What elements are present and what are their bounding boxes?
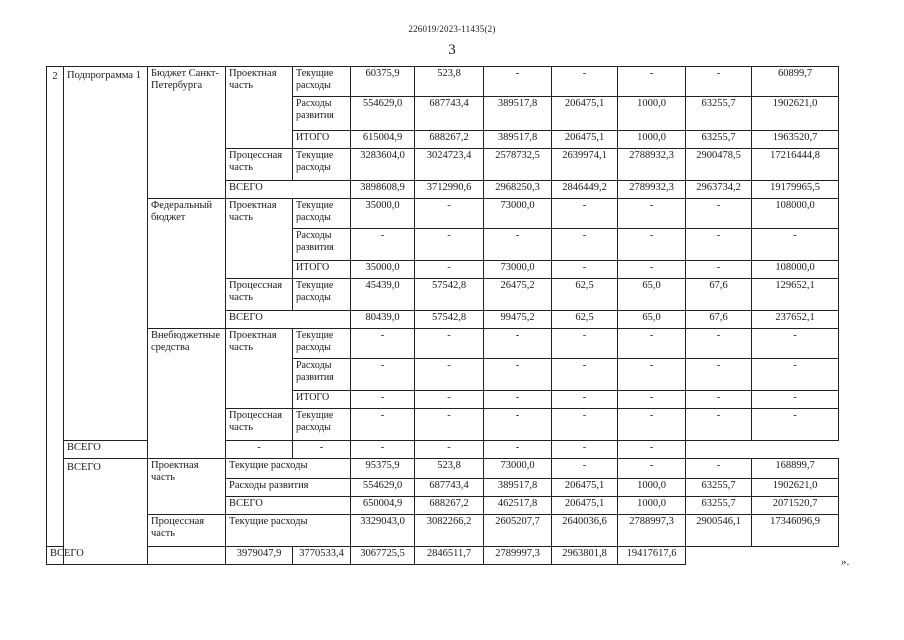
value-cell: 2071520,7: [752, 497, 839, 515]
value-cell: 2578732,5: [484, 149, 552, 181]
value-cell: -: [686, 329, 752, 359]
vsego-label: ВСЕГО: [47, 547, 226, 565]
value-cell: 2900478,5: [686, 149, 752, 181]
value-cell: -: [618, 359, 686, 391]
value-cell: -: [484, 391, 552, 409]
value-cell: -: [415, 229, 484, 261]
value-cell: 3898608,9: [351, 181, 415, 199]
total-label: ВСЕГО: [64, 459, 148, 565]
value-cell: 57542,8: [415, 311, 484, 329]
value-cell: 73000,0: [484, 459, 552, 479]
value-cell: 60375,9: [351, 67, 415, 97]
value-cell: 2639974,1: [552, 149, 618, 181]
vsego-label: ВСЕГО: [226, 311, 351, 329]
value-cell: 554629,0: [351, 479, 415, 497]
value-cell: 67,6: [686, 279, 752, 311]
value-cell: -: [351, 359, 415, 391]
value-cell: 523,8: [415, 459, 484, 479]
value-cell: -: [415, 261, 484, 279]
value-cell: -: [618, 441, 686, 459]
value-cell: -: [351, 391, 415, 409]
value-cell: 63255,7: [686, 131, 752, 149]
value-cell: 63255,7: [686, 497, 752, 515]
value-cell: 2963734,2: [686, 181, 752, 199]
table-row: [47, 199, 839, 229]
part-label: Проектная часть: [226, 329, 293, 409]
value-cell: -: [618, 261, 686, 279]
value-cell: -: [415, 391, 484, 409]
value-cell: -: [226, 441, 293, 459]
value-cell: -: [484, 409, 552, 441]
value-cell: 2789997,3: [484, 547, 552, 565]
value-cell: -: [686, 67, 752, 97]
value-cell: 3067725,5: [351, 547, 415, 565]
value-cell: -: [552, 359, 618, 391]
budget-source: Бюджет Санкт-Петербурга: [148, 67, 226, 199]
value-cell: -: [351, 441, 415, 459]
value-cell: 3712990,6: [415, 181, 484, 199]
value-cell: 3024723,4: [415, 149, 484, 181]
value-cell: 1902621,0: [752, 97, 839, 131]
table-row: [47, 441, 839, 459]
expense-type: ВСЕГО: [226, 497, 351, 515]
value-cell: -: [351, 229, 415, 261]
vsego-label: ВСЕГО: [64, 441, 226, 459]
value-cell: -: [415, 329, 484, 359]
value-cell: 62,5: [552, 279, 618, 311]
value-cell: 688267,2: [415, 131, 484, 149]
value-cell: 389517,8: [484, 97, 552, 131]
value-cell: 26475,2: [484, 279, 552, 311]
value-cell: 206475,1: [552, 131, 618, 149]
part-label: Процессная часть: [226, 409, 293, 441]
value-cell: 650004,9: [351, 497, 415, 515]
value-cell: 3082266,2: [415, 515, 484, 547]
value-cell: 1902621,0: [752, 479, 839, 497]
row-number: 2: [47, 67, 64, 547]
value-cell: 615004,9: [351, 131, 415, 149]
value-cell: 19417617,6: [618, 547, 686, 565]
value-cell: 67,6: [686, 311, 752, 329]
value-cell: 35000,0: [351, 261, 415, 279]
value-cell: 687743,4: [415, 97, 484, 131]
value-cell: -: [351, 329, 415, 359]
expense-type: Текущие расходы: [293, 199, 351, 229]
value-cell: 2968250,3: [484, 181, 552, 199]
part-label: Процессная часть: [226, 149, 293, 181]
value-cell: -: [552, 409, 618, 441]
table-row: [47, 329, 839, 359]
value-cell: 65,0: [618, 279, 686, 311]
value-cell: 63255,7: [686, 97, 752, 131]
expense-type: Текущие расходы: [293, 409, 351, 441]
value-cell: 206475,1: [552, 497, 618, 515]
expense-type: Расходы развития: [226, 479, 351, 497]
value-cell: 2788932,3: [618, 149, 686, 181]
part-label: Проектная часть: [226, 199, 293, 279]
value-cell: 73000,0: [484, 261, 552, 279]
value-cell: -: [415, 441, 484, 459]
value-cell: 2605207,7: [484, 515, 552, 547]
value-cell: 1000,0: [618, 131, 686, 149]
value-cell: 108000,0: [752, 199, 839, 229]
value-cell: 554629,0: [351, 97, 415, 131]
expense-type: Текущие расходы: [293, 149, 351, 181]
value-cell: -: [552, 67, 618, 97]
expense-type: Текущие расходы: [293, 279, 351, 311]
table-row: [47, 459, 839, 479]
value-cell: 1000,0: [618, 479, 686, 497]
value-cell: -: [752, 409, 839, 441]
value-cell: -: [552, 199, 618, 229]
value-cell: 2846449,2: [552, 181, 618, 199]
expense-type: Текущие расходы: [226, 459, 351, 479]
value-cell: -: [552, 441, 618, 459]
expense-type: ИТОГО: [293, 391, 351, 409]
value-cell: -: [484, 359, 552, 391]
value-cell: 3283604,0: [351, 149, 415, 181]
part-label: Проектная часть: [148, 459, 226, 515]
value-cell: -: [752, 391, 839, 409]
value-cell: 2846511,7: [415, 547, 484, 565]
expense-type: Текущие расходы: [293, 329, 351, 359]
expense-type: Текущие расходы: [226, 515, 351, 547]
value-cell: -: [686, 391, 752, 409]
part-label: Процессная часть: [148, 515, 226, 547]
value-cell: -: [618, 391, 686, 409]
value-cell: -: [484, 441, 552, 459]
value-cell: -: [484, 329, 552, 359]
value-cell: -: [618, 329, 686, 359]
value-cell: -: [752, 229, 839, 261]
value-cell: 2640036,6: [552, 515, 618, 547]
value-cell: -: [552, 229, 618, 261]
document-id: 226019/2023-11435(2): [408, 24, 496, 34]
value-cell: -: [752, 359, 839, 391]
value-cell: 73000,0: [484, 199, 552, 229]
expense-type: Текущие расходы: [293, 67, 351, 97]
value-cell: -: [686, 459, 752, 479]
value-cell: 17216444,8: [752, 149, 839, 181]
value-cell: 389517,8: [484, 131, 552, 149]
value-cell: 462517,8: [484, 497, 552, 515]
value-cell: 99475,2: [484, 311, 552, 329]
value-cell: -: [484, 67, 552, 97]
value-cell: -: [618, 409, 686, 441]
value-cell: 1000,0: [618, 97, 686, 131]
value-cell: 19179965,5: [752, 181, 839, 199]
value-cell: 687743,4: [415, 479, 484, 497]
value-cell: 2900546,1: [686, 515, 752, 547]
value-cell: 2789932,3: [618, 181, 686, 199]
value-cell: -: [686, 199, 752, 229]
value-cell: -: [484, 229, 552, 261]
value-cell: 129652,1: [752, 279, 839, 311]
page-number: 3: [448, 42, 456, 58]
program-name: Подпрограмма 1: [64, 67, 148, 441]
value-cell: -: [752, 329, 839, 359]
value-cell: 60899,7: [752, 67, 839, 97]
value-cell: 389517,8: [484, 479, 552, 497]
value-cell: 35000,0: [351, 199, 415, 229]
value-cell: 168899,7: [752, 459, 839, 479]
value-cell: -: [351, 409, 415, 441]
value-cell: 80439,0: [351, 311, 415, 329]
value-cell: 206475,1: [552, 479, 618, 497]
expense-type: ИТОГО: [293, 261, 351, 279]
expense-type: Расходы развития: [293, 229, 351, 261]
value-cell: -: [686, 409, 752, 441]
value-cell: -: [415, 199, 484, 229]
value-cell: 65,0: [618, 311, 686, 329]
value-cell: 17346096,9: [752, 515, 839, 547]
budget-table: [46, 66, 839, 565]
value-cell: 108000,0: [752, 261, 839, 279]
value-cell: -: [552, 459, 618, 479]
value-cell: 2788997,3: [618, 515, 686, 547]
part-label: Процессная часть: [226, 279, 293, 311]
value-cell: -: [618, 199, 686, 229]
value-cell: -: [552, 261, 618, 279]
table-row: [47, 67, 839, 97]
value-cell: 63255,7: [686, 479, 752, 497]
value-cell: 3329043,0: [351, 515, 415, 547]
table-row: [47, 515, 839, 547]
value-cell: 1000,0: [618, 497, 686, 515]
value-cell: 3979047,9: [226, 547, 293, 565]
value-cell: 688267,2: [415, 497, 484, 515]
value-cell: -: [686, 359, 752, 391]
value-cell: -: [686, 261, 752, 279]
value-cell: -: [686, 229, 752, 261]
vsego-label: ВСЕГО: [226, 181, 351, 199]
closing-quote: ».: [841, 556, 850, 568]
expense-type: Расходы развития: [293, 359, 351, 391]
value-cell: -: [415, 359, 484, 391]
value-cell: -: [293, 441, 351, 459]
value-cell: 2963801,8: [552, 547, 618, 565]
value-cell: -: [618, 229, 686, 261]
value-cell: -: [618, 67, 686, 97]
value-cell: -: [415, 409, 484, 441]
part-label: Проектная часть: [226, 67, 293, 149]
value-cell: 1963520,7: [752, 131, 839, 149]
value-cell: 45439,0: [351, 279, 415, 311]
value-cell: 206475,1: [552, 97, 618, 131]
budget-source: Федеральный бюджет: [148, 199, 226, 329]
value-cell: 523,8: [415, 67, 484, 97]
expense-type: ИТОГО: [293, 131, 351, 149]
value-cell: 62,5: [552, 311, 618, 329]
value-cell: -: [552, 329, 618, 359]
value-cell: 57542,8: [415, 279, 484, 311]
value-cell: 3770533,4: [293, 547, 351, 565]
value-cell: -: [618, 459, 686, 479]
value-cell: 237652,1: [752, 311, 839, 329]
value-cell: -: [552, 391, 618, 409]
expense-type: Расходы развития: [293, 97, 351, 131]
table-row: [47, 547, 839, 565]
budget-source: Внебюджетные средства: [148, 329, 226, 459]
value-cell: 95375,9: [351, 459, 415, 479]
